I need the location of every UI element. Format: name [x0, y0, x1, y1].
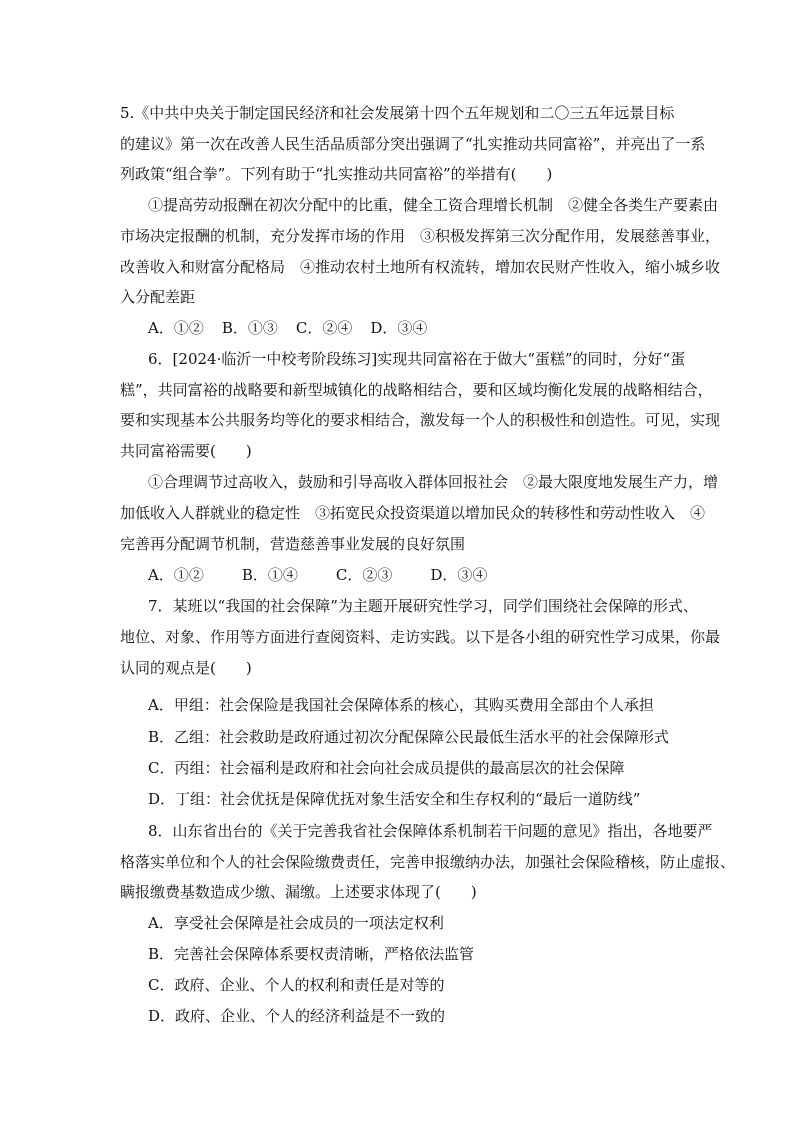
q5-option-b[interactable]: B．①③: [221, 319, 278, 337]
q7-option-c[interactable]: C．丙组：社会福利是政府和社会向社会成员提供的最高层次的社会保障: [148, 759, 625, 777]
q8-stem-line-1: 8．山东省出台的《关于完善我省社会保障体系机制若干问题的意见》指出，各地要严: [148, 822, 713, 840]
q7-stem-line-2: 地位、对象、作用等方面进行查阅资料、走访实践。以下是各小组的研究性学习成果，你最: [120, 628, 721, 646]
q6-stem-line-1: 6．[2024·临沂一中校考阶段练习]实现共同富裕在于做大“蛋糕”的同时，分好“蛋: [148, 350, 686, 368]
q5-stem-line-2: 的建议》第一次在改善人民生活品质部分突出强调了“扎实推动共同富裕”，并亮出了一系: [120, 135, 706, 153]
q7-option-b[interactable]: B．乙组：社会救助是政府通过初次分配保障公民最低生活水平的社会保障形式: [148, 728, 670, 746]
q5-statement-line-4: 入分配差距: [120, 288, 196, 306]
q5-option-a[interactable]: A．①②: [148, 319, 204, 337]
q8-stem-line-2: 格落实单位和个人的社会保险缴费责任，完善申报缴纳办法，加强社会保险稽核，防止虚报、: [120, 853, 736, 871]
q5-stem-line-3: 列政策“组合拳”。下列有助于“扎实推动共同富裕”的举措有( ): [120, 165, 553, 183]
q6-option-c[interactable]: C．②③: [335, 566, 393, 584]
q6-stem-line-4: 共同富裕需要( ): [120, 442, 252, 460]
q6-statement-line-3: 完善再分配调节机制，营造慈善事业发展的良好氛围: [120, 535, 466, 553]
q5-statement-line-1: ①提高劳动报酬在初次分配中的比重，健全工资合理增长机制 ②健全各类生产要素由: [148, 196, 719, 214]
q5-option-d[interactable]: D．③④: [370, 319, 428, 337]
q6-option-d[interactable]: D．③④: [430, 566, 488, 584]
q6-options: [148, 565, 487, 585]
q5-stem-line-1: 5.《中共中央关于制定国民经济和社会发展第十四个五年规划和二〇三五年远景目标: [120, 104, 675, 122]
q7-stem-line-3: 认同的观点是( ): [120, 659, 252, 677]
q8-option-d[interactable]: D．政府、企业、个人的经济利益是不一致的: [148, 1007, 446, 1025]
q5-options: [148, 318, 427, 338]
q7-option-a[interactable]: A．甲组：社会保险是我国社会保障体系的核心，其购买费用全部由个人承担: [148, 696, 654, 714]
q5-option-c[interactable]: C．②④: [295, 319, 353, 337]
q8-stem-line-3: 瞒报缴费基数造成少缴、漏缴。上述要求体现了( ): [120, 883, 477, 901]
q7-option-d[interactable]: D．丁组：社会优抚是保障优抚对象生活安全和生存权利的“最后一道防线”: [148, 790, 641, 808]
q8-option-a[interactable]: A．享受社会保障是社会成员的一项法定权利: [148, 914, 444, 932]
q5-statement-line-3: 改善收入和财富分配格局 ④推动农村土地所有权流转，增加农民财产性收入，缩小城乡收: [120, 258, 721, 276]
q6-statement-line-1: ①合理调节过高收入，鼓励和引导高收入群体回报社会 ②最大限度地发展生产力，增: [148, 473, 719, 491]
q8-option-c[interactable]: C．政府、企业、个人的权利和责任是对等的: [148, 976, 445, 994]
q6-statement-line-2: 加低收入人群就业的稳定性 ③拓宽民众投资渠道以增加民众的转移性和劳动性收入 ④: [120, 504, 706, 522]
q7-stem-line-1: 7．某班以“我国的社会保障”为主题开展研究性学习，同学们围绕社会保障的形式、: [148, 597, 698, 615]
q6-stem-line-2: 糕”，共同富裕的战略要和新型城镇化的战略相结合，要和区域均衡化发展的战略相结合，: [120, 381, 713, 399]
q6-option-b[interactable]: B．①④: [241, 566, 298, 584]
q8-option-b[interactable]: B．完善社会保障体系要权责清晰，严格依法监管: [148, 945, 475, 963]
q6-stem-line-3: 要和实现基本公共服务均等化的要求相结合，激发每一个人的积极性和创造性。可见，实现: [120, 411, 721, 429]
q5-statement-line-2: 市场决定报酬的机制，充分发挥市场的作用 ③积极发挥第三次分配作用，发展慈善事业，: [120, 227, 721, 245]
q6-option-a[interactable]: A．①②: [148, 566, 204, 584]
